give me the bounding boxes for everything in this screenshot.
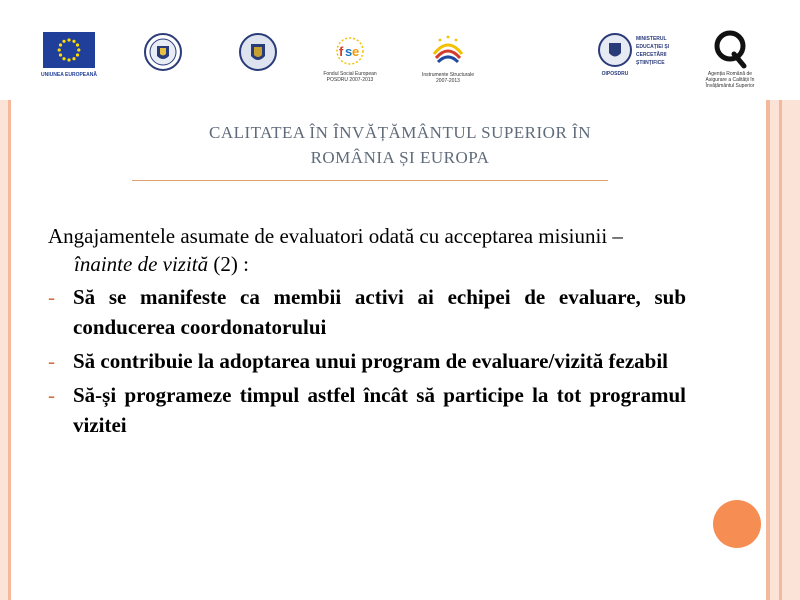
list-item	[48, 380, 686, 440]
right-stripe-2	[770, 100, 779, 600]
aracis-caption-1: Agenția Română de	[707, 71, 753, 77]
aracis-q-logo-icon	[710, 28, 750, 70]
decorative-orange-circle	[713, 500, 761, 548]
list-item	[48, 346, 686, 376]
government-seal-icon	[143, 32, 183, 72]
intro-suffix: (2) :	[208, 252, 249, 276]
bullet-text: Să contribuie la adoptarea unui program de evaluare/vizită fezabil	[73, 349, 668, 373]
slide-title-line-2: ROMÂNIA ȘI EUROPA	[310, 148, 490, 167]
right-stripe-4	[782, 100, 800, 600]
is-caption-2: 2007-2013	[436, 78, 460, 84]
is-caption-1: Instrumente Structurale	[422, 72, 474, 78]
ministry-seal-icon	[597, 32, 633, 68]
title-divider	[132, 180, 608, 181]
intro-paragraph	[48, 222, 686, 278]
bullet-text: Să se manifeste ca membii activi ai echipei de evaluare, sub conducerea coordonatorului	[73, 285, 686, 339]
left-stripe-light	[0, 100, 8, 600]
bullet-marker: -	[48, 349, 55, 373]
slide-title-line-1: CALITATEA ÎN ÎNVĂȚĂMÂNTUL SUPERIOR ÎN	[209, 123, 591, 142]
bullet-marker: -	[48, 285, 55, 309]
oiposdru-caption: OIPOSDRU	[601, 71, 629, 77]
ministry-line-1: MINISTERUL	[636, 36, 667, 42]
list-item	[48, 282, 686, 342]
fse-logo-icon	[332, 36, 368, 66]
bullet-marker: -	[48, 383, 55, 407]
logo-bar	[0, 0, 800, 100]
aracis-caption-3: Învățământul Superior	[705, 83, 755, 89]
intro-italic: înainte de vizită	[74, 252, 209, 276]
svg-text:e: e	[352, 44, 360, 59]
svg-text:s: s	[345, 44, 353, 59]
slide-title	[105, 120, 695, 170]
aracis-caption-2: Asigurare a Calității în	[705, 77, 755, 83]
fse-caption-2: POSDRU 2007-2013	[326, 77, 374, 83]
svg-text:f: f	[339, 44, 344, 59]
ministry-line-2: EDUCAȚIEI ȘI	[636, 44, 670, 50]
ministry-line-3: CERCETĂRII	[636, 52, 667, 58]
structural-instruments-icon	[428, 32, 468, 68]
left-stripe-dark	[8, 100, 11, 600]
eu-flag-icon	[43, 32, 95, 68]
eu-caption: UNIUNEA EUROPEANĂ	[41, 72, 97, 78]
fse-caption-1: Fondul Social European	[323, 71, 377, 77]
bullet-list	[48, 282, 686, 440]
bullet-text: Să-și programeze timpul astfel încât să participe la tot programul vizitei	[73, 383, 686, 437]
intro-main: Angajamentele asumate de evaluatori odată cu acceptarea misiunii –	[48, 224, 623, 248]
ministry-line-4: ȘTIINȚIFICE	[636, 60, 665, 66]
slide-body	[48, 222, 686, 444]
coat-of-arms-icon	[238, 32, 278, 72]
